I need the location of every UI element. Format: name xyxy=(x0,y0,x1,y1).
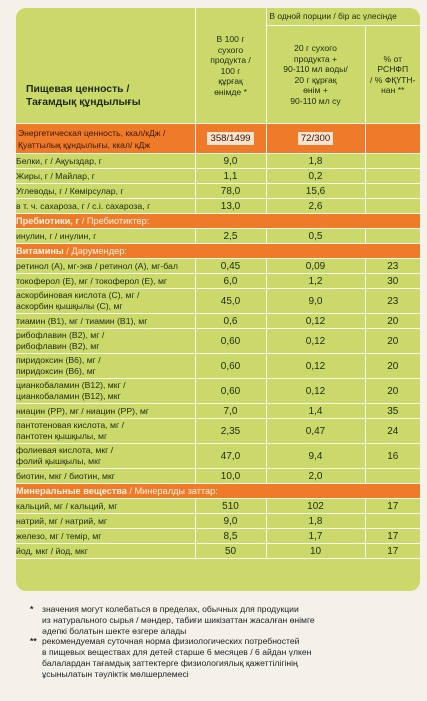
col-header-per100-line: В 100 г xyxy=(216,34,245,44)
value-per100: 13,0 xyxy=(195,199,266,214)
value-percent: 20 xyxy=(365,329,420,354)
nutrient-row xyxy=(16,529,420,544)
value-percent: 24 xyxy=(365,419,420,444)
value-percent xyxy=(365,169,420,184)
col-header-per100-line: өнімде * xyxy=(214,86,247,97)
value-per100: 510 xyxy=(195,499,266,514)
nutrient-label-line: натрий, мг / натрий, мг xyxy=(16,515,108,526)
nutrient-label-line: токоферол (Е), мг / токоферол (Е), мг xyxy=(16,275,168,286)
footnote-line: из натурального сырья / мәндер, табиғи шикізаттан жасалған өнімге xyxy=(42,614,315,625)
value-per100: 50 xyxy=(195,544,266,559)
energy-label xyxy=(16,124,195,154)
value-percent: 30 xyxy=(365,274,420,289)
value-percent: 17 xyxy=(365,529,420,544)
value-serving: 9,0 xyxy=(266,289,365,314)
value-serving: 0,5 xyxy=(266,229,365,244)
col-header-per100-line: 100 г xyxy=(220,65,241,76)
nutrient-row xyxy=(16,444,420,469)
value-per100: 45,0 xyxy=(195,289,266,314)
value-percent xyxy=(365,154,420,169)
nutrient-label xyxy=(16,404,195,419)
nutrient-label-line: в т. ч. сахароза, г / с.і. сахароза, г xyxy=(16,200,151,211)
col-header-serving-line: 20 г құрғақ xyxy=(294,74,337,85)
value-percent xyxy=(365,229,420,244)
col-header-per100-line: продукта / xyxy=(210,55,251,65)
nutrient-label-line: рибофлавин (В2), мг xyxy=(16,341,100,351)
energy-row xyxy=(16,124,420,154)
table-title xyxy=(16,8,195,124)
value-percent xyxy=(365,469,420,484)
nutrient-label xyxy=(16,184,195,199)
nutrient-label-line: аскорбин қышқылы (С), мг xyxy=(16,301,123,311)
prebiotics-section-title-ru: Пребиотики, г xyxy=(16,216,80,226)
col-header-percent-line: нан ** xyxy=(381,85,405,95)
nutrient-row xyxy=(16,404,420,419)
value-percent xyxy=(365,514,420,529)
nutrient-label-line: тиамин (В1), мг / тиамин (В1), мг xyxy=(16,315,148,326)
nutrient-label-line: ниацин (РР), мг / ниацин (РР), мг xyxy=(16,405,149,416)
nutrient-label xyxy=(16,419,195,444)
nutrient-row xyxy=(16,329,420,354)
nutrient-row xyxy=(16,419,420,444)
value-serving: 0,47 xyxy=(266,419,365,444)
nutrient-label xyxy=(16,314,195,329)
nutrient-row xyxy=(16,259,420,274)
nutrient-label-line: Белки, г / Ақуыздар, г xyxy=(16,155,102,166)
nutrient-label-line: инулин, г / инулин, г xyxy=(16,230,97,241)
col-header-percent-line: РСНФП xyxy=(377,64,409,74)
nutrition-panel xyxy=(16,8,420,591)
value-per100: 6,0 xyxy=(195,274,266,289)
nutrition-table xyxy=(16,8,420,559)
value-per100: 10,0 xyxy=(195,469,266,484)
nutrient-row xyxy=(16,499,420,514)
nutrient-label xyxy=(16,499,195,514)
nutrient-label xyxy=(16,289,195,314)
value-per100: 0,60 xyxy=(195,354,266,379)
value-serving: 0,12 xyxy=(266,314,365,329)
vitamins-section-title-ru: Витамины xyxy=(16,246,64,256)
nutrient-label-line: железо, мг / темір, мг xyxy=(16,530,102,541)
col-header-serving-line: 20 г сухого xyxy=(294,43,337,53)
col-header-percent-line: % от xyxy=(383,53,403,64)
nutrient-label-line: пиридоксин (В6), мг / xyxy=(16,355,101,365)
serving-header: В одной порции / бір ас үлесінде xyxy=(266,8,420,26)
value-per100: 9,0 xyxy=(195,514,266,529)
value-per100: 2,5 xyxy=(195,229,266,244)
col-header-per100 xyxy=(195,8,266,124)
nutrient-label xyxy=(16,529,195,544)
col-header-serving xyxy=(266,26,365,124)
nutrient-label-line: Жиры, г / Майлар, г xyxy=(16,170,95,181)
footnote xyxy=(30,636,418,679)
footnote-line: рекомендуемая суточная норма физиологических потребностей xyxy=(42,636,300,647)
nutrient-row xyxy=(16,229,420,244)
energy-serving-cell xyxy=(266,124,365,154)
value-percent xyxy=(365,184,420,199)
footnote-line: әдепкі болатын шекте өзгере алады xyxy=(42,625,187,636)
nutrient-row xyxy=(16,544,420,559)
nutrient-row xyxy=(16,514,420,529)
nutrient-label xyxy=(16,469,195,484)
nutrient-row xyxy=(16,314,420,329)
nutrient-label-line: пиридоксин (В6), мг xyxy=(16,366,96,376)
value-serving: 1,7 xyxy=(266,529,365,544)
nutrient-label-line: фолиевая кислота, мкг / xyxy=(16,445,114,455)
table-title-ru: Пищевая ценность / xyxy=(26,84,130,95)
value-percent: 17 xyxy=(365,544,420,559)
footnote-mark: ** xyxy=(30,636,37,647)
nutrient-label xyxy=(16,169,195,184)
value-per100: 78,0 xyxy=(195,184,266,199)
nutrient-label xyxy=(16,514,195,529)
nutrient-label-line: кальций, мг / кальций, мг xyxy=(16,500,118,511)
col-header-percent-line: / % ФҚҮТН- xyxy=(370,74,416,85)
prebiotics-section-title xyxy=(16,214,420,229)
value-percent: 20 xyxy=(365,314,420,329)
footnote-line: балалардан тағамдық заттектерге физиологиялық қажеттілігінің xyxy=(42,657,298,668)
value-per100: 8,5 xyxy=(195,529,266,544)
nutrient-row xyxy=(16,199,420,214)
value-per100: 0,6 xyxy=(195,314,266,329)
value-percent: 20 xyxy=(365,379,420,404)
nutrient-label xyxy=(16,379,195,404)
vitamins-section-title-kz: / Дәрумендер: xyxy=(63,246,127,256)
value-per100: 1,1 xyxy=(195,169,266,184)
value-serving: 0,12 xyxy=(266,379,365,404)
nutrient-label xyxy=(16,544,195,559)
nutrient-label-line: цианкобаламин (В12), мкг / xyxy=(16,380,126,390)
nutrient-label xyxy=(16,259,195,274)
col-header-serving-line: өнім + xyxy=(303,85,328,95)
value-serving: 102 xyxy=(266,499,365,514)
nutrient-row xyxy=(16,154,420,169)
nutrient-row xyxy=(16,379,420,404)
energy-label-ru: Энергетическая ценность, ккал/кДж / xyxy=(18,127,166,138)
nutrient-row xyxy=(16,469,420,484)
nutrient-row xyxy=(16,169,420,184)
value-serving: 0,12 xyxy=(266,329,365,354)
value-serving: 1,8 xyxy=(266,154,365,169)
value-percent: 20 xyxy=(365,354,420,379)
value-percent: 16 xyxy=(365,444,420,469)
value-serving: 15,6 xyxy=(266,184,365,199)
nutrient-row xyxy=(16,274,420,289)
value-serving: 1,2 xyxy=(266,274,365,289)
col-header-serving-line: 90-110 мл су xyxy=(290,95,341,106)
nutrient-label-line: цианкобаламин (В12), мкг xyxy=(16,391,121,401)
value-per100: 0,45 xyxy=(195,259,266,274)
value-serving: 10 xyxy=(266,544,365,559)
energy-label-kz: Қуаттылық құндылығы, ккал/ кДж xyxy=(18,139,151,150)
footnote xyxy=(30,604,418,636)
minerals-section-header xyxy=(16,484,420,499)
nutrient-label xyxy=(16,354,195,379)
footnotes xyxy=(30,604,418,680)
footnote-line: в пищевых веществах для детей старше 6 месяцев / 6 айдан үлкен xyxy=(42,647,312,658)
minerals-section-title xyxy=(16,484,420,499)
nutrient-label-line: пантотеновая кислота, мг / xyxy=(16,420,124,430)
nutrient-label-line: рибофлавин (В2), мг / xyxy=(16,330,105,340)
energy-per100-cell xyxy=(195,124,266,154)
col-header-per100-line: сухого xyxy=(217,44,244,55)
footnote-text xyxy=(42,604,315,636)
nutrient-label xyxy=(16,229,195,244)
footnote-text xyxy=(42,636,311,679)
nutrient-label-line: Углеводы, г / Көмірсулар, г xyxy=(16,185,124,196)
value-per100: 0,60 xyxy=(195,329,266,354)
nutrient-label-line: ретинол (А), мг-экв / ретинол (А), мг-бал xyxy=(16,260,178,271)
value-percent: 23 xyxy=(365,289,420,314)
nutrient-label-line: аскорбиновая кислота (С), мг / xyxy=(16,290,140,300)
value-serving: 2,0 xyxy=(266,469,365,484)
energy-serving: 72/300 xyxy=(298,132,333,145)
value-serving: 0,09 xyxy=(266,259,365,274)
prebiotics-section-header xyxy=(16,214,420,229)
nutrient-row xyxy=(16,354,420,379)
footnote-mark: * xyxy=(30,604,34,614)
value-percent xyxy=(365,199,420,214)
prebiotics-section-title-kz: / Пребиотиктер: xyxy=(79,216,150,226)
value-percent: 17 xyxy=(365,499,420,514)
table-title-kz: Тағамдық құндылығы xyxy=(26,97,141,108)
footnote-line: значения могут колебаться в пределах, обычных для продукции xyxy=(42,604,299,614)
nutrient-label-line: пантотен қышқылы, мг xyxy=(16,431,108,441)
minerals-section-title-kz: / Минералды заттар: xyxy=(126,486,218,496)
col-header-per100-line: құрғақ xyxy=(218,76,243,86)
value-per100: 7,0 xyxy=(195,404,266,419)
value-per100: 0,60 xyxy=(195,379,266,404)
minerals-section-title-ru: Минеральные вещества xyxy=(16,486,127,496)
nutrient-label-line: фолий қышқылы, мкг xyxy=(16,456,102,466)
value-serving: 9,4 xyxy=(266,444,365,469)
value-serving: 0,2 xyxy=(266,169,365,184)
nutrient-label xyxy=(16,154,195,169)
vitamins-section-header xyxy=(16,244,420,259)
nutrient-row xyxy=(16,184,420,199)
value-per100: 47,0 xyxy=(195,444,266,469)
col-header-serving-line: продукта + xyxy=(293,53,338,64)
footnote-line: ұсынылатын тәуліктік мөлшерлемесі xyxy=(42,668,189,679)
nutrient-label-line: биотин, мкг / биотин, мкг xyxy=(16,470,115,481)
value-percent: 23 xyxy=(365,259,420,274)
value-serving: 2,6 xyxy=(266,199,365,214)
value-percent: 35 xyxy=(365,404,420,419)
nutrient-label xyxy=(16,274,195,289)
value-per100: 2,35 xyxy=(195,419,266,444)
energy-per100: 358/1499 xyxy=(207,132,253,145)
value-per100: 9,0 xyxy=(195,154,266,169)
nutrient-label xyxy=(16,444,195,469)
nutrient-row xyxy=(16,289,420,314)
nutrient-label xyxy=(16,199,195,214)
value-serving: 1,8 xyxy=(266,514,365,529)
col-header-serving-line: 90-110 мл воды/ xyxy=(283,64,348,74)
nutrient-label-line: йод, мкг / йод, мкг xyxy=(16,545,88,556)
nutrient-label xyxy=(16,329,195,354)
vitamins-section-title xyxy=(16,244,420,259)
energy-pct xyxy=(365,124,420,154)
col-header-percent xyxy=(365,26,420,124)
value-serving: 1,4 xyxy=(266,404,365,419)
value-serving: 0,12 xyxy=(266,354,365,379)
